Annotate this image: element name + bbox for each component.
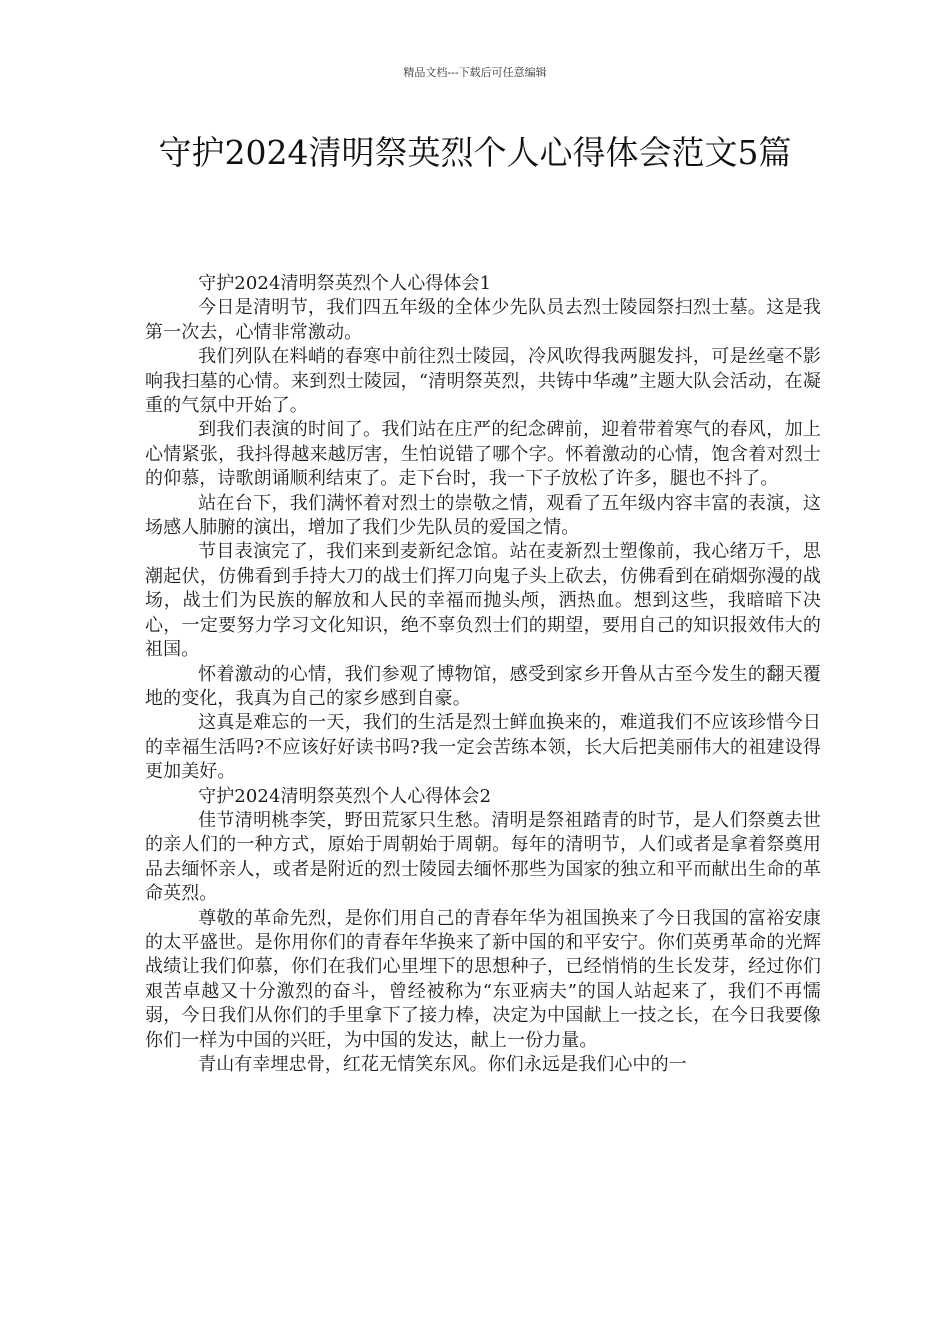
paragraph: 今日是清明节，我们四五年级的全体少先队员去烈士陵园祭扫烈士墓。这是我第一次去，心情非常激动。 xyxy=(145,297,821,343)
section-heading-2: 守护2024清明祭英烈个人心得体会2 xyxy=(198,785,492,807)
paragraph: 我们列队在料峭的春寒中前往烈士陵园，冷风吹得我两腿发抖，可是丝毫不影响我扫墓的心情。来到烈士陵园，“清明祭英烈，共铸中华魂”主题大队会活动，在凝重的气氛中开始了。 xyxy=(145,346,821,417)
paragraph: 怀着激动的心情，我们参观了博物馆，感受到家乡开鲁从古至今发生的翻天覆地的变化，我真为自己的家乡感到自豪。 xyxy=(145,663,821,709)
document-body xyxy=(145,272,821,1077)
paragraph: 佳节清明桃李笑，野田荒冢只生愁。清明是祭祖踏青的时节，是人们祭奠去世的亲人们的一种方式，原始于周朝始于周朝。每年的清明节，人们或者是拿着祭奠用品去缅怀亲人，或者是附近的烈士陵园去缅怀那些为国家的独立和平而献出生命的革命英烈。 xyxy=(145,809,821,905)
section-heading-1: 守护2024清明祭英烈个人心得体会1 xyxy=(198,273,492,294)
paragraph: 尊敬的革命先烈，是你们用自己的青春年华为祖国换来了今日我国的富裕安康的太平盛世。是你用你们的青春年华换来了新中国的和平安宁。你们英勇革命的光辉战绩让我们仰慕，你们在我们心里埋下的思想种子，已经悄悄的生长发芽，经过你们艰苦卓越又十分激烈的奋斗，曾经被称为“东亚病夫”的国人站起来了，我们不再懦弱，今日我们从你们的手里拿下了接力棒，决定为中国献上一技之长，在今日我要像你们一样为中国的兴旺，为中国的发达，献上一份力量。 xyxy=(145,907,821,1051)
paragraph: 这真是难忘的一天，我们的生活是烈士鲜血换来的，难道我们不应该珍惜今日的幸福生活吗?不应该好好读书吗?我一定会苦练本领，长大后把美丽伟大的祖建设得更加美好。 xyxy=(145,712,821,783)
paragraph: 青山有幸埋忠骨，红花无情笑东风。你们永远是我们心中的一 xyxy=(198,1054,687,1075)
page-header: 精品文档---下载后可任意编辑 xyxy=(403,66,547,79)
paragraph: 到我们表演的时间了。我们站在庄严的纪念碑前，迎着带着寒气的春风，加上心情紧张，我抖得越来越厉害，生怕说错了哪个字。怀着激动的心情，饱含着对烈士的仰慕，诗歌朗诵顺利结束了。走下台时，我一下子放松了许多，腿也不抖了。 xyxy=(145,419,821,490)
paragraph: 站在台下，我们满怀着对烈士的崇敬之情，观看了五年级内容丰富的表演，这场感人肺腑的演出，增加了我们少先队员的爱国之情。 xyxy=(145,492,821,539)
document-title: 守护2024清明祭英烈个人心得体会范文5篇 xyxy=(158,133,792,172)
paragraph: 节目表演完了，我们来到麦新纪念馆。站在麦新烈士塑像前，我心绪万千，思潮起伏，仿佛看到手持大刀的战士们挥刀向鬼子头上砍去，仿佛看到在硝烟弥漫的战场，战士们为民族的解放和人民的幸福而抛头颅，洒热血。想到这些，我暗暗下决心，一定要努力学习文化知识，绝不辜负烈士们的期望，要用自己的知识报效伟大的祖国。 xyxy=(145,541,821,661)
